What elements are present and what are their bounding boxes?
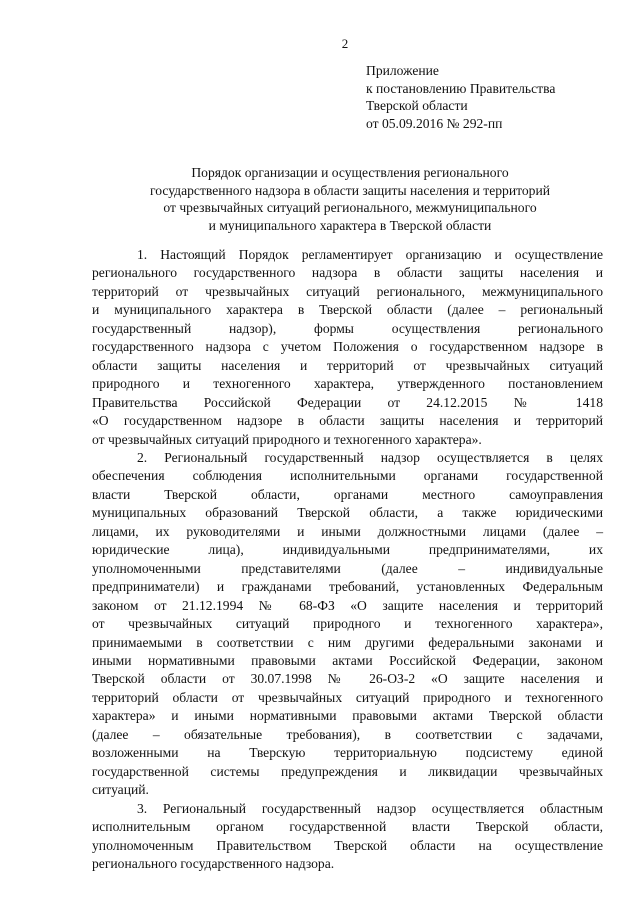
- document-title: [60, 164, 640, 234]
- paragraph-line: власти Тверской области, органами местного самоуправления: [92, 486, 603, 502]
- appendix-line: Приложение: [366, 63, 439, 78]
- paragraph-line: Тверской области от 30.07.1998 № 26-ОЗ-2 «О защите населения и: [92, 671, 603, 687]
- appendix-block: [366, 62, 555, 132]
- paragraph-line: муниципальных образований Тверской области, а также юридическими: [92, 505, 603, 521]
- paragraph-line: возложенными на Тверскую территориальную подсистему единой: [92, 745, 603, 761]
- title-line: от чрезвычайных ситуаций регионального, межмуниципального: [163, 200, 537, 215]
- paragraph-1: [92, 246, 603, 449]
- paragraph-line: ситуаций.: [92, 782, 149, 798]
- title-line: государственного надзора в области защиты населения и территорий: [150, 182, 550, 198]
- paragraph-line: юридические лица), индивидуальными предпринимателями, их: [92, 542, 603, 558]
- paragraph-line: уполномоченным Правительством Тверской области на осуществление: [92, 837, 603, 853]
- paragraph-line: 3. Региональный государственный надзор осуществляется областным: [137, 800, 603, 816]
- paragraph-line: области защиты населения и территорий от чрезвычайных ситуаций: [92, 357, 603, 373]
- paragraph-line: характера» и иными нормативными правовыми актами Тверской области: [92, 708, 603, 724]
- appendix-line: от 05.09.2016 № 292-пп: [366, 115, 503, 131]
- page-number: 2: [341, 36, 349, 51]
- paragraph-line: и муниципального характера в Тверской области (далее – региональный: [92, 302, 603, 318]
- paragraph-line: государственного надзора с учетом Положения о государственном надзоре в: [92, 339, 603, 355]
- paragraph-line: природного и техногенного характера, утвержденного постановлением: [92, 376, 603, 392]
- paragraph-line: предприниматели) и гражданами требований, установленных Федеральным: [92, 579, 603, 595]
- paragraph-line: исполнительным органом государственной власти Тверской области,: [92, 819, 603, 835]
- paragraph-line: принимаемыми в соответствии с ним другими федеральными законами и: [92, 634, 603, 650]
- paragraph-2: [92, 449, 603, 800]
- paragraph-line: законом от 21.12.1994 № 68-ФЗ «О защите населения и территорий: [92, 597, 603, 613]
- paragraph-line: 2. Региональный государственный надзор осуществляется в целях: [137, 449, 603, 465]
- paragraph-line: обеспечения соблюдения исполнительными органами государственной: [92, 468, 603, 484]
- paragraph-3: [92, 800, 603, 874]
- document-body: [92, 246, 603, 873]
- paragraph-line: территорий области от чрезвычайных ситуаций природного и техногенного: [92, 689, 603, 705]
- paragraph-line: 1. Настоящий Порядок регламентирует организацию и осуществление: [137, 247, 603, 262]
- paragraph-line: регионального государственного надзора.: [92, 855, 335, 871]
- appendix-line: к постановлению Правительства: [366, 80, 556, 96]
- paragraph-line: иными нормативными правовыми актами Российской Федерации, законом: [92, 652, 603, 668]
- paragraph-line: регионального государственного надзора в области защиты населения и: [92, 265, 603, 281]
- paragraph-line: государственной системы предупреждения и ликвидации чрезвычайных: [92, 763, 603, 779]
- paragraph-line: «О государственном надзоре в области защиты населения и территорий: [92, 413, 603, 429]
- appendix-line: Тверской области: [366, 98, 468, 113]
- paragraph-line: от чрезвычайных ситуаций природного и техногенного характера».: [92, 431, 482, 447]
- title-line: Порядок организации и осуществления регионального: [191, 165, 509, 180]
- paragraph-line: Правительства Российской Федерации от 24.12.2015 № 1418: [92, 394, 603, 410]
- paragraph-line: лицами, их руководителями и иными должностными лицами (далее –: [92, 523, 603, 539]
- paragraph-line: (далее – обязательные требования), в соответствии с задачами,: [92, 726, 603, 742]
- paragraph-line: от чрезвычайных ситуаций природного и техногенного характера»,: [92, 616, 603, 632]
- paragraph-line: уполномоченными представителями (далее – индивидуальные: [92, 560, 603, 576]
- paragraph-line: государственный надзор), формы осуществления регионального: [92, 320, 603, 336]
- title-line: и муниципального характера в Тверской области: [208, 217, 492, 233]
- paragraph-line: территорий от чрезвычайных ситуаций регионального, межмуниципального: [92, 283, 603, 299]
